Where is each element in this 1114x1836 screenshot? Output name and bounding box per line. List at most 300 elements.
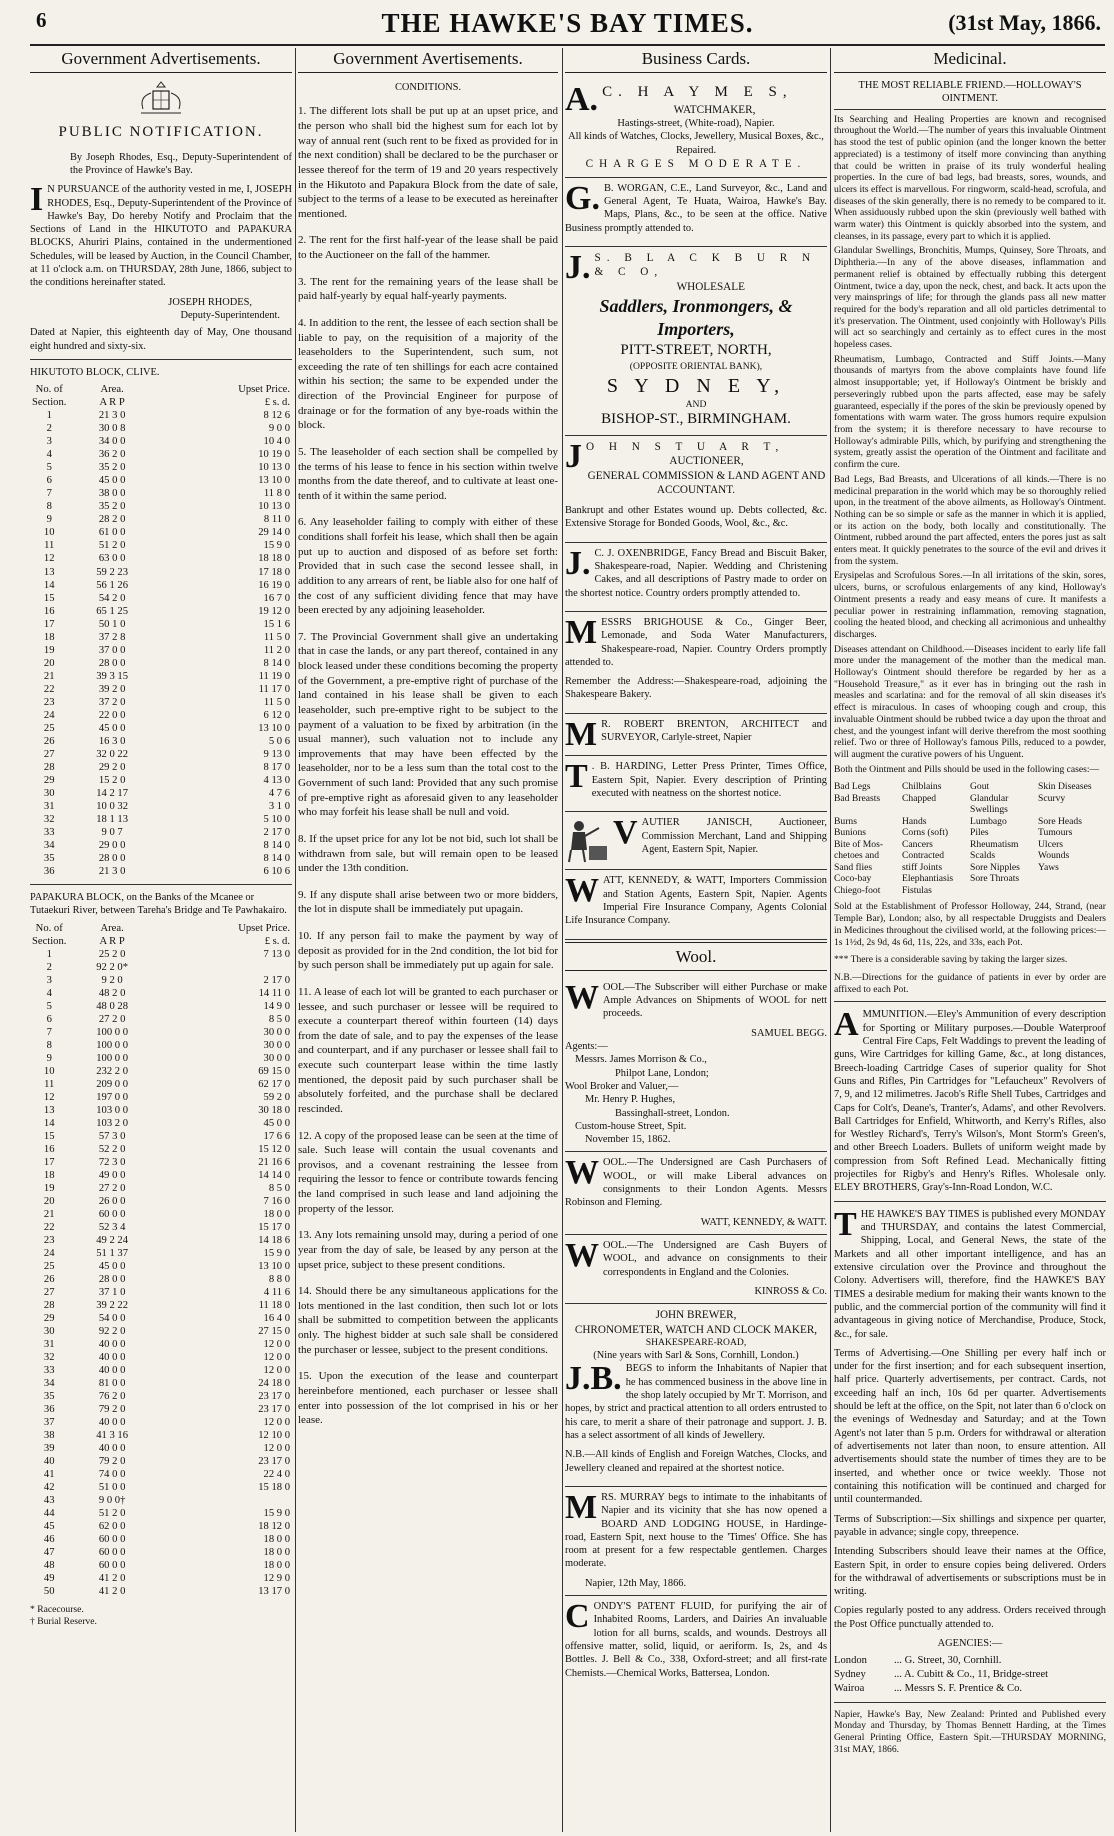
agency-name: ... G. Street, 30, Cornhill.: [894, 1655, 1002, 1667]
section-number: 49: [43, 1573, 55, 1585]
conditions-title: CONDITIONS.: [394, 82, 462, 94]
dropcap: M: [565, 1488, 598, 1526]
dropcap: M: [565, 715, 598, 753]
upset-price: 12 10 0: [258, 1430, 290, 1442]
upset-price: 11 2 0: [263, 644, 290, 656]
area-value: 81 0 0: [98, 1378, 126, 1390]
subscriber-note: Intending Subscribers should leave their names at the Office, Eastern Spit, in order to ensure copies being delivered. Orders for the withdrawal of advertisements or subscriptions must be in writing.: [834, 1546, 1106, 1598]
area-value: 60 0 0: [98, 1534, 126, 1546]
case-item: Burns: [834, 815, 857, 827]
advertiser-name: C. H A Y M E S,: [602, 84, 793, 101]
area-value: 29 2 0: [98, 761, 126, 773]
ad-oxenbridge: [565, 543, 827, 612]
section-number: 23: [43, 696, 55, 708]
area-value: 49 2 24: [96, 1234, 128, 1246]
column-rule: [295, 48, 296, 1832]
dropcap: I: [30, 181, 44, 219]
area-value: 57 3 0: [98, 1130, 126, 1142]
condition-item: 13. Any lots remaining unsold may, during a period of one year from the day of sale, be leased by any person at the upset price, subject to these present conditions.: [298, 1229, 558, 1271]
table-row: [30, 618, 292, 631]
area-value: 51 0 0: [98, 1482, 126, 1494]
area-value: 29 0 0: [98, 839, 126, 851]
area-value: 52 2 0: [98, 1143, 126, 1155]
table-row: [30, 1117, 292, 1130]
area-value: 27 2 0: [98, 1182, 126, 1194]
section-number: 17: [43, 618, 55, 630]
dropcap: W: [565, 872, 599, 910]
section-number: 36: [43, 1404, 55, 1416]
upset-price: 17 6 6: [263, 1130, 290, 1142]
upset-price: 30 0 0: [263, 1039, 290, 1051]
holloway-paragraph: Diseases attendant on Childhood.—Diseases incident to early life fall more under the management of the mother than the medical man. Holloway's Ointment should therefore be regarded by her as a "Household Treasure," as it ever has in bringing out the rash in measles and scarlatina: and for the removal of all skin diseases it's effect is miraculous. In cases of whooping cough and croup, this invaluable Ointment should be rubbed twice a day upon the throat and chest, and the youngest infant will derive therefrom the most soothing relief. Two or three of Holloway's famous Pills, reduced to a powder, will augment the curative powers of his Unguent.: [834, 643, 1106, 760]
upset-price: 18 0 0: [263, 1534, 290, 1546]
upset-price: 9 13 0: [263, 748, 290, 760]
area-value: 232 2 0: [96, 1065, 128, 1077]
upset-price: 8 17 0: [263, 761, 290, 773]
upset-price: 6 10 6: [263, 865, 290, 877]
dropcap: C: [565, 1598, 590, 1636]
section-number: 31: [43, 1339, 55, 1350]
copies-note: Copies regularly posted to any address. Orders received through the Post Office punctually attended to.: [834, 1605, 1106, 1630]
table-row: [30, 722, 292, 735]
ad-haymes: [565, 79, 827, 178]
ad-line: Wool Broker and Valuer,—: [565, 1080, 679, 1092]
table-row: [30, 539, 292, 552]
upset-price: 15 9 0: [263, 540, 290, 552]
section-number: 8: [46, 501, 52, 513]
table-row: [30, 800, 292, 813]
col-header-area: Area. A R P: [99, 922, 125, 947]
royal-coat-of-arms-icon: [131, 79, 191, 119]
upset-price: 10 13 0: [258, 462, 290, 474]
ad-line: SHAKESPEARE-ROAD,: [645, 1337, 747, 1349]
section-number: 27: [43, 1286, 55, 1298]
signature-title: Deputy-Superintendent.: [180, 310, 280, 322]
ad-ammunition: [834, 1008, 1106, 1194]
case-item: Glandular Swellings: [970, 792, 1009, 816]
table-row: [30, 787, 292, 800]
upset-price: 16 19 0: [258, 579, 290, 591]
condition-item: 4. In addition to the rent, the lessee of each section shall be liable to pay, on the requisition of a majority of the leaseholders to the Superintendent, such sum, not exceeding the rate of ten shillings for each acre contained within his section; the same to be expended under the direction of the Provincial Engineer for purpose of drainage or for the formation of any bye-roads within the block.: [298, 316, 558, 432]
upset-price: 13 10 0: [258, 722, 290, 734]
upset-price: 14 11 0: [258, 987, 290, 999]
section-number: 48: [43, 1560, 55, 1572]
upset-price: 4 7 6: [268, 787, 290, 799]
area-value: 72 3 0: [98, 1156, 126, 1168]
condition-item: 15. Upon the execution of the lease and counterpart hereinbefore mentioned, each purchaser or lessee shall enter into possession of the lot comprised in his or her lease.: [298, 1370, 558, 1427]
agency-city: Wairoa: [834, 1682, 865, 1694]
ad-body: R. ROBERT BRENTON, ARCHITECT and SURVEYOR, Carlyle-street, Napier: [601, 718, 827, 744]
dropcap: M: [565, 613, 598, 651]
section-number: 32: [43, 813, 55, 825]
ad-brighouse: [565, 612, 827, 714]
area-value: 16 3 0: [98, 735, 126, 747]
upset-price: 18 0 0: [263, 1208, 290, 1220]
section-number: 11: [44, 540, 55, 552]
table-row: [30, 1052, 292, 1065]
upset-price: 16 4 0: [263, 1312, 290, 1324]
dropcap: A: [834, 1006, 859, 1044]
col-header-price: Upset Price. £ s. d.: [238, 384, 290, 409]
table-row: [30, 1065, 292, 1078]
page-number: 6: [36, 8, 47, 32]
area-value: 51 1 37: [96, 1247, 128, 1259]
upset-price: 5 0 6: [268, 735, 290, 747]
condition-item: 6. Any leaseholder failing to comply with either of these conditions shall forfeit his lease, which shall then be again put up to auction and disposed of as before set forth: Provided that in such case the second lessee shall, in addition to any arrears of rent, be liable also for one half of the cost of any sufficient dividing fence that may have been erected by any adjoining leaseholder.: [298, 516, 558, 617]
table-row: [30, 1455, 292, 1468]
case-item: Scurvy: [1038, 792, 1066, 804]
section-number: 5: [46, 1000, 52, 1012]
area-value: 9 2 0: [101, 974, 123, 986]
section-number: 19: [43, 1182, 55, 1194]
ad-line: Philpot Lane, London;: [615, 1067, 709, 1079]
footnote: * Racecourse.: [30, 1604, 84, 1616]
upset-price: 15 9 0: [263, 1508, 290, 1520]
case-item: Hands: [902, 815, 927, 827]
section-number: 7: [46, 1026, 52, 1038]
ad-wool-begg: [565, 977, 827, 1153]
section-number: 28: [43, 1299, 55, 1311]
upset-price: 11 8 0: [263, 488, 290, 500]
ad-line: S Y D N E Y,: [606, 374, 786, 397]
table-row: [30, 1208, 292, 1221]
area-value: 92 2 0*: [96, 961, 128, 973]
dropcap: T: [565, 758, 588, 796]
area-value: 103 2 0: [96, 1117, 128, 1129]
upset-price: [156, 1494, 292, 1507]
col-header-section: No. of Section.: [32, 922, 67, 947]
holloway-nb: N.B.—Directions for the guidance of patients in ever by order are affixed to each Pot.: [834, 971, 1106, 995]
column-conditions: [298, 48, 558, 1832]
section-number: 6: [46, 1013, 52, 1025]
area-value: 14 2 17: [96, 787, 128, 799]
table-row: [30, 987, 292, 1000]
ad-watt: [565, 870, 827, 939]
advertiser-name: O H N S T U A R T,: [586, 440, 785, 453]
block-title: PAPAKURA BLOCK, on the Banks of the Mcanee or Tutaekuri River, between Tareha's Bridge and Te Pawhakairo.: [30, 891, 287, 917]
upset-price: 19 12 0: [258, 605, 290, 617]
dropcap: J: [565, 437, 582, 475]
notice-byline: By Joseph Rhodes, Esq., Deputy-Superintendent of the Province of Hawke's Bay.: [70, 151, 292, 176]
table-row: [30, 735, 292, 748]
upset-price: 11 18 0: [258, 1299, 290, 1311]
table-row: [30, 865, 292, 878]
upset-price: 21 16 6: [258, 1156, 290, 1168]
address: Hastings-street, (White-road), Napier.: [617, 118, 775, 130]
area-value: 37 2 0: [98, 696, 126, 708]
area-value: 34 0 0: [98, 436, 126, 448]
area-value: 40 0 0: [98, 1339, 126, 1350]
section-number: 15: [43, 1130, 55, 1142]
area-value: 45 0 0: [98, 722, 126, 734]
ad-blackburn: [565, 247, 827, 436]
table-row: [30, 696, 292, 709]
upset-price: 2 17 0: [263, 974, 290, 986]
column-business-cards: [565, 48, 827, 1832]
case-item: Ulcers: [1038, 838, 1064, 850]
area-value: 103 0 0: [96, 1104, 128, 1116]
upset-price: 12 0 0: [263, 1339, 290, 1350]
area-value: 28 2 0: [98, 514, 126, 526]
area-value: 22 0 0: [98, 709, 126, 721]
section-number: 46: [43, 1534, 55, 1546]
ad-wool-kinross: [565, 1235, 827, 1304]
area-value: 197 0 0: [96, 1091, 128, 1103]
table-row: [30, 435, 292, 448]
area-value: 60 0 0: [98, 1547, 126, 1559]
ad-line: (Nine years with Sarl & Sons, Cornhill, London.): [593, 1350, 799, 1362]
table-row: [30, 961, 292, 974]
ad-signature: SAMUEL BEGG.: [751, 1027, 827, 1039]
table-row: [30, 709, 292, 722]
upset-price: 3 1 0: [268, 800, 290, 812]
condition-item: 11. A lease of each lot will be granted to each purchaser or lessee, and such purchaser or lessee will be required to execute a counterpart thereof within fourteen (14) days from the date of sale, and to pay the expenses of the lease and counterpart, and if any purchaser or lessee shall fail to execute such counterpart lease within the time lastly mentioned, the deposit paid by such purchaser shall be absolutely forfeited, and the purchase shall be declared rescinded.: [298, 985, 558, 1115]
case-item: Skin Diseases: [1038, 781, 1092, 793]
area-value: 48 2 0: [98, 987, 126, 999]
ad-line: Bassinghall-street, London.: [615, 1107, 730, 1119]
area-value: 27 2 0: [98, 1013, 126, 1025]
upset-price: 4 11 6: [263, 1286, 290, 1298]
case-item: Sore Throats: [970, 873, 1020, 885]
section-number: 26: [43, 1273, 55, 1285]
section-number: 34: [43, 1378, 55, 1390]
ad-line: CHRONOMETER, WATCH AND CLOCK MAKER,: [574, 1323, 818, 1336]
table-row: [30, 1013, 292, 1026]
case-item: [1038, 885, 1106, 897]
section-number: 38: [43, 1430, 55, 1442]
table-row: [30, 1572, 292, 1585]
table-row: [30, 409, 292, 422]
ad-harding: [565, 756, 827, 812]
upset-price: 12 0 0: [263, 1365, 290, 1377]
table-row: [30, 657, 292, 670]
upset-price: 18 12 0: [258, 1521, 290, 1533]
terms-of-advertising: Terms of Advertising.—One Shilling per every half inch or under for the first insertion; and for each subsequent insertion, half price. Quarterly advertisements, per contract. Cards, not exceeding half an inch, 10s 6d per quarter. Advertisements should be left at the office, on the Spit, not later than 6 o'clock on the evenings of Wednesday and Saturday; and at the Town Agent's not later than 5 p.m. Orders for withdrawal or alteration of advertisements not later than noon, to ensure attention. All advertisements should state the number of times they are to be inserted, and whether once or twice weekly. Those not containing this notification will be continued and charged for until countermanded.: [834, 1347, 1106, 1506]
table-row: [30, 974, 292, 987]
ad-line: November 15, 1862.: [585, 1134, 671, 1146]
table-row: [30, 1494, 292, 1507]
ad-stuart: [565, 436, 827, 543]
section-number: 17: [43, 1156, 55, 1168]
section-number: 31: [43, 800, 55, 812]
upset-price: 8 5 0: [268, 1013, 290, 1025]
conditions-list: [298, 104, 558, 1427]
area-value: 37 0 0: [98, 644, 126, 656]
upset-price: 15 18 0: [258, 1482, 290, 1494]
ad-line: PITT-STREET, NORTH,: [620, 342, 772, 359]
section-number: 4: [46, 987, 52, 999]
case-item: Bad Breasts: [834, 792, 881, 804]
area-value: 39 3 15: [96, 670, 128, 682]
section-number: 20: [43, 1195, 55, 1207]
condition-item: 2. The rent for the first half-year of the lease shall be paid to the Auctioneer on the fall of the hammer.: [298, 234, 558, 262]
table-row: [30, 474, 292, 487]
upset-price: 12 9 0: [263, 1573, 290, 1585]
area-value: 45 0 0: [98, 475, 126, 487]
terms-of-subscription: Terms of Subscription:—Six shillings and sixpence per quarter, payable in advance; single copy, threepence.: [834, 1513, 1106, 1538]
table-row: [30, 826, 292, 839]
ad-line: AND: [685, 398, 707, 410]
area-value: 79 2 0: [98, 1404, 126, 1416]
table-row: [30, 1143, 292, 1156]
upset-price: 12 0 0: [263, 1352, 290, 1364]
area-value: 56 1 26: [96, 579, 128, 591]
case-item: chetoes and: [834, 850, 880, 862]
section-number: 24: [43, 1247, 55, 1259]
case-item: stiff Joints: [902, 861, 943, 873]
table-row: [30, 1559, 292, 1572]
section-number: 22: [43, 683, 55, 695]
upset-price: 7 13 0: [263, 948, 290, 960]
ad-signature: KINROSS & Co.: [754, 1285, 827, 1297]
area-value: 40 0 0: [98, 1365, 126, 1377]
condition-item: 9. If any dispute shall arise between two or more bidders, the lot in dispute shall be immediately put upagain.: [298, 888, 558, 916]
ad-line: (OPPOSITE ORIENTAL BANK),: [629, 360, 763, 372]
column-rule: [562, 48, 563, 1832]
table-row: [30, 1416, 292, 1429]
area-value: 21 3 0: [98, 410, 126, 422]
area-value: 9 0 0†: [98, 1495, 126, 1507]
area-value: 50 1 0: [98, 618, 126, 630]
ad-line: Mr. Henry P. Hughes,: [585, 1094, 676, 1106]
table-row: [30, 500, 292, 513]
table-row: [30, 552, 292, 565]
section-number: 26: [43, 735, 55, 747]
area-value: 28 0 0: [98, 657, 126, 669]
section-number: 43: [43, 1495, 55, 1507]
section-number: 21: [43, 670, 55, 682]
ad-murray: [565, 1487, 827, 1596]
table-row: [30, 1312, 292, 1325]
table-row: [30, 1338, 292, 1351]
area-value: 40 0 0: [98, 1417, 126, 1429]
agency-row: [834, 1668, 1106, 1682]
dropcap: J.: [565, 248, 591, 286]
table-row: [30, 605, 292, 618]
column-rule: [830, 48, 831, 1832]
ad-body: Bankrupt and other Estates wound up. Debts collected, &c. Extensive Storage for Bonded Goods, Wool, &c., &c.: [565, 505, 827, 530]
upset-price: 18 0 0: [263, 1560, 290, 1572]
case-item: Tumours: [1038, 827, 1073, 839]
area-value: 39 2 22: [96, 1299, 128, 1311]
ad-body: RS. MURRAY begs to intimate to the inhabitants of Napier and its vicinity that she has now opened a BOARD AND LODGING HOUSE, in Hardinge-road, Eastern Spit, next house to the 'Times' Office. She has room at present for a few respectable gentlemen. Charges moderate.: [565, 1491, 827, 1570]
area-value: 30 0 8: [98, 423, 126, 435]
area-value: 28 0 0: [98, 1273, 126, 1285]
section-number: 2: [46, 961, 52, 973]
section-number: 1: [46, 948, 52, 960]
upset-price: 13 17 0: [258, 1586, 290, 1598]
newspaper-title: THE HAWKE'S BAY TIMES.: [381, 8, 754, 38]
upset-price: 45 0 0: [263, 1117, 290, 1129]
table-row: [30, 1377, 292, 1390]
table-row: [30, 461, 292, 474]
table-row: [30, 1234, 292, 1247]
case-item: Piles: [970, 827, 989, 839]
table-row: [30, 1481, 292, 1494]
table-row: [30, 839, 292, 852]
section-number: 28: [43, 761, 55, 773]
agencies-title: AGENCIES:—: [937, 1638, 1003, 1650]
section-heading-wool: Wool.: [565, 942, 827, 971]
agency-name: ... Messrs S. F. Prentice & Co.: [894, 1682, 1023, 1694]
section-number: 13: [43, 566, 55, 578]
table-row: [30, 1520, 292, 1533]
section-number: 50: [43, 1586, 55, 1598]
section-number: 21: [43, 1208, 55, 1220]
section-number: 15: [43, 592, 55, 604]
dropcap: W: [565, 1154, 599, 1192]
case-item: Bite of Mos-: [834, 838, 884, 850]
upset-price: 6 12 0: [263, 709, 290, 721]
area-value: 37 1 0: [98, 1286, 126, 1298]
ad-worgan: [565, 178, 827, 247]
agency-city: Sydney: [834, 1669, 866, 1681]
dropcap: V: [613, 814, 638, 852]
holloway-paragraph: Bad Legs, Bad Breasts, and Ulcerations of all kinds.—There is no medicinal preparation in the world which may be so thoroughly relied upon, in the treatment of the above ailments, as Holloway's Ointment. Nothing can be so simple or safe as the manner in which it is applied, or its action on the body, both locally and constitutionally. The Ointment, rubbed around the part affected, enters the pores just as salt enters meat. It quickly penetrates to the source of the evil and drives it from the system.: [834, 473, 1106, 567]
section-number: 18: [43, 1169, 55, 1181]
section-number: 19: [43, 644, 55, 656]
condition-item: 10. If any person fail to make the payment by way of deposit as provided for in the 2nd condition, the lot bid for by such person shall be immediately put up again for sale.: [298, 930, 558, 972]
section-number: 12: [43, 553, 55, 565]
section-number: 34: [43, 839, 55, 851]
table-row: [30, 1091, 292, 1104]
ad-brenton: [565, 714, 827, 757]
table-row: [30, 774, 292, 787]
upset-price: 8 8 0: [268, 1273, 290, 1285]
notice-title: PUBLIC NOTIFICATION.: [58, 124, 264, 141]
section-number: 22: [43, 1221, 55, 1233]
table-row: [30, 1299, 292, 1312]
holloway-title: THE MOST RELIABLE FRIEND.—HOLLOWAY'S OINTMENT.: [834, 79, 1106, 110]
holloway-paragraph: Glandular Swellings, Bronchitis, Mumps, Quinsey, Sore Throats, and Diphtheria.—In any of the above diseases, inflammation and permanent relief is obtained by effectually rubbing this detergent Ointment, twice a day, upon the neck, chest, and back. It acts upon the very mainsprings of life; for through the glands pass all new matter required for the body's reparation and all old particles detrimental to it's preservation. The Ointment, used conjointly with Holloway's Pills will act so searchingly and certainly as to effect cures in the most hopeless cases.: [834, 245, 1106, 351]
area-value: 60 0 0: [98, 1208, 126, 1220]
ad-body: AUTIER JANISCH, Auctioneer, Commission Merchant, Land and Shipping Agent, Eastern Spit, Napier.: [641, 817, 827, 855]
upset-price: 14 18 6: [258, 1234, 290, 1246]
condition-item: 12. A copy of the proposed lease can be seen at the time of sale. Such lease will contain the usual covenants and provisos, and a covenant restraining the lessee from requiring the lessor to fence or contribute towards fencing the land comprised in such lease and land adjoining the property of the lessor.: [298, 1129, 558, 1215]
ad-note: Remember the Address:—Shakespeare-road, adjoining the Shakespeare Bakery.: [565, 676, 827, 701]
table-row: [30, 1182, 292, 1195]
section-number: 45: [43, 1521, 55, 1533]
case-item: Chilblains: [902, 781, 942, 793]
section-number: 39: [43, 1443, 55, 1455]
section-number: 1: [46, 410, 52, 422]
ad-body: OOL.—The Undersigned are Cash Buyers of WOOL, and advance on consignments to their correspondents in England and the Colonies.: [603, 1240, 827, 1278]
section-number: 18: [43, 631, 55, 643]
holloway-sold-at: Sold at the Establishment of Professor Holloway, 244, Strand, (near Temple Bar), London; also, by all respectable Druggists and Dealers in Medicines throughout the civilised world, at the following prices:—1s 1½d, 2s 9d, 4s 6d, 11s, 22s, and 33s, each Pot.: [834, 901, 1106, 948]
area-value: 21 3 0: [98, 865, 126, 877]
table-row: [30, 526, 292, 539]
area-value: 26 0 0: [98, 1195, 126, 1207]
ad-signature: WATT, KENNEDY, & WATT.: [700, 1216, 827, 1228]
upset-price: [156, 961, 292, 974]
holloway-paragraph: Its Searching and Healing Properties are known and recognised throughout the World.—The number of years this invaluable Ointment has stood the test of public opinion (and the longer known the better appreciated) is a testimony of itself more convincing than anything that could be written in praise of its truly wonderful healing properties. In the cure of bad legs, bad breasts, sores, wounds, and ulcers its effect is marvellous. For ringworm, scald-head, scrofula, and diseases of the skin generally, there is no remedy to be compared to it. When assiduously rubbed upon the skin (previously well bathed with warm water) this Ointment is quickly absorbed into the system, and cleanses, in its passage, every part to which it is applied.: [834, 113, 1106, 242]
upset-price: 10 13 0: [258, 501, 290, 513]
table-row: [30, 1273, 292, 1286]
ad-body: OOL—The Subscriber will either Purchase or make Ample Advances on Shipments of WOOL for nett proceeds.: [603, 981, 827, 1020]
table-row: [30, 852, 292, 865]
area-value: 41 3 16: [96, 1430, 128, 1442]
cases-grid: [834, 781, 1106, 896]
section-number: 42: [43, 1482, 55, 1494]
holloway-saving: *** There is a considerable saving by taking the larger sizes.: [834, 954, 1068, 966]
case-item: Fistulas: [902, 884, 932, 896]
upset-price: 8 14 0: [263, 839, 290, 851]
section-number: 10: [43, 1065, 55, 1077]
section-number: 9: [46, 1052, 52, 1064]
area-value: 59 2 23: [96, 566, 128, 578]
area-value: 28 0 0: [98, 852, 126, 864]
dropcap: W: [565, 1237, 599, 1274]
